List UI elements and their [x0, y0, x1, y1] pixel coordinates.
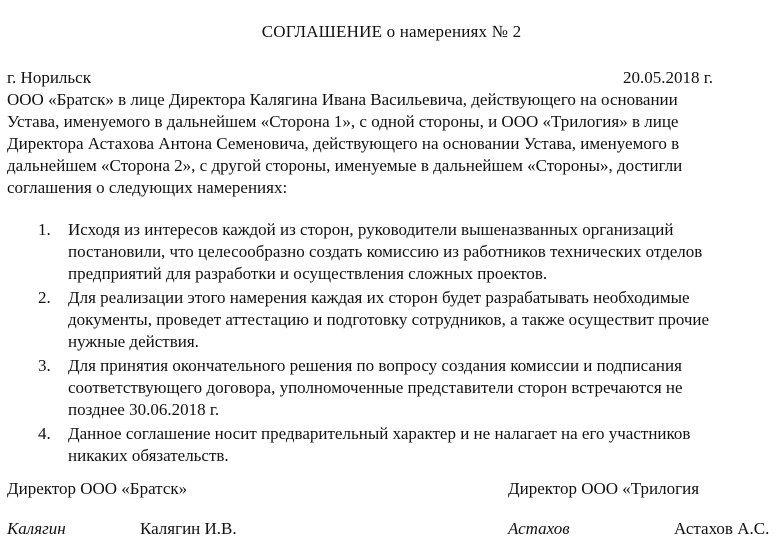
- list-item-line: постановили, что целесообразно создать комиссию из работников технических отделов: [68, 242, 703, 261]
- list-item-line: предприятий для разработки и осуществления сложных проектов.: [68, 264, 548, 283]
- list-item-line: соответствующего договора, уполномоченные представители сторон встречаются не: [68, 378, 683, 397]
- document-city: г. Норильск: [7, 68, 91, 87]
- document-date: 20.05.2018 г.: [623, 68, 714, 87]
- list-item-number: 4.: [38, 424, 51, 443]
- list-item-text: [68, 287, 783, 353]
- list-item: [0, 355, 783, 421]
- list-item: [0, 219, 783, 285]
- list-item-line: Для принятия окончательного решения по вопросу создания комиссии и подписания: [68, 356, 682, 375]
- intro-line: дальнейшем «Сторона 2», с другой стороны, именуемые в дальнейшем «Стороны», достигли: [7, 156, 683, 175]
- intro-line: ООО «Братск» в лице Директора Калягина Ивана Васильевича, действующего на основании: [7, 90, 678, 109]
- intro-line: Устава, именуемого в дальнейшем «Сторона 1», с одной стороны, и ООО «Трилогия» в лице: [7, 112, 679, 131]
- list-item-number: 2.: [38, 288, 51, 307]
- document-title: СОГЛАШЕНИЕ о намерениях № 2: [261, 22, 522, 41]
- list-item-text: [68, 219, 783, 285]
- list-item-line: документы, проведет аттестацию и подготовку сотрудников, а также осуществит прочие: [68, 310, 710, 329]
- list-item-line: никаких обязательств.: [68, 446, 229, 465]
- list-item: [0, 287, 783, 353]
- left-handwritten-signature: Калягин: [7, 519, 66, 538]
- list-item-text: [68, 423, 783, 467]
- list-item-line: Исходя из интересов каждой из сторон, руководители вышеназванных организаций: [68, 220, 674, 239]
- left-signatory-name: Калягин И.В.: [140, 519, 237, 538]
- left-signatory-role: Директор ООО «Братск»: [7, 479, 188, 498]
- list-item-line: нужные действия.: [68, 332, 199, 351]
- right-signatory-name: Астахов А.С.: [674, 519, 770, 538]
- intro-line: соглашения о следующих намерениях:: [7, 178, 288, 197]
- list-item-line: позднее 30.06.2018 г.: [68, 400, 220, 419]
- intro-paragraph: [7, 89, 777, 199]
- list-item: [0, 423, 783, 467]
- list-item-text: [68, 355, 783, 421]
- right-handwritten-signature: Астахов: [508, 519, 570, 538]
- intro-line: Директора Астахова Антона Семеновича, действующего на основании Устава, именуемого в: [7, 134, 680, 153]
- right-signatory-role: Директор ООО «Трилогия: [508, 479, 700, 498]
- list-item-number: 3.: [38, 356, 51, 375]
- intentions-list: [0, 219, 783, 469]
- list-item-number: 1.: [38, 220, 51, 239]
- list-item-line: Для реализации этого намерения каждая их сторон будет разрабатывать необходимые: [68, 288, 690, 307]
- list-item-line: Данное соглашение носит предварительный характер и не налагает на его участников: [68, 424, 691, 443]
